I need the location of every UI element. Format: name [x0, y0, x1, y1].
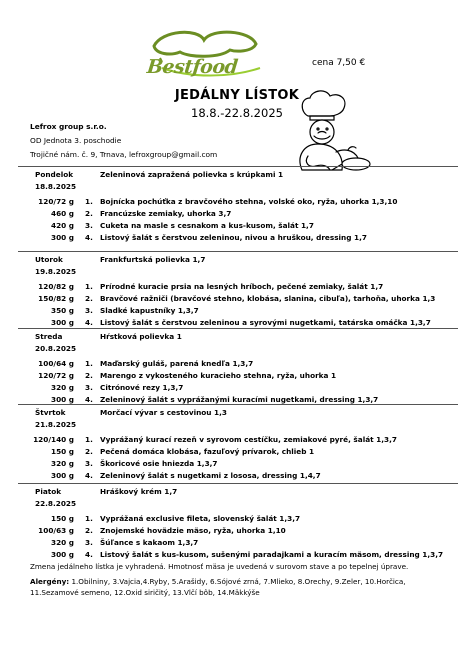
menu-item	[18, 435, 458, 447]
item-dish: Listový šalát s kus-kusom, sušenými paradajkami a kuracím mäsom, dressing 1,3,7	[100, 550, 444, 559]
logo-text: Bestfood	[145, 56, 239, 78]
item-number: 2.	[85, 371, 93, 380]
day-date: 22.8.2025	[35, 499, 77, 508]
item-dish: Listový šalát s čerstvou zeleninou, nivou a hruškou, dressing 1,7	[100, 233, 367, 242]
day-block	[18, 328, 458, 404]
item-dish: Listový šalát s čerstvou zeleninou a syrovými nugetkami, tatárska omáčka 1,3,7	[100, 318, 431, 327]
item-number: 1.	[85, 197, 93, 206]
item-weight: 320 g	[51, 538, 74, 547]
item-number: 3.	[85, 538, 93, 547]
day-date: 19.8.2025	[35, 267, 77, 276]
day-name: Štvrtok	[35, 408, 66, 417]
allergens-label: Alergény:	[30, 577, 70, 586]
day-block	[18, 483, 458, 559]
soup-of-day: Zeleninová zapražená polievka s krúpkami 1	[100, 170, 284, 179]
soup-of-day: Morčací vývar s cestovinou 1,3	[100, 408, 227, 417]
menu-item	[18, 221, 458, 233]
item-weight: 320 g	[51, 459, 74, 468]
item-number: 4.	[85, 318, 93, 327]
item-dish: Znojemské hovädzie mäso, ryža, uhorka 1,10	[100, 526, 286, 535]
soup-of-day: Hráškový krém 1,7	[100, 487, 178, 496]
menu-item	[18, 514, 458, 526]
item-number: 2.	[85, 294, 93, 303]
item-weight: 300 g	[51, 233, 74, 242]
soup-of-day: Frankfurtská polievka 1,7	[100, 255, 206, 264]
menu-item	[18, 294, 458, 306]
day-date: 21.8.2025	[35, 420, 77, 429]
menu-item	[18, 526, 458, 538]
item-dish: Prírodné kuracie prsia na lesných hríboch, pečené zemiaky, šalát 1,7	[100, 282, 384, 291]
day-date: 20.8.2025	[35, 344, 77, 353]
item-number: 2.	[85, 209, 93, 218]
day-block	[18, 251, 458, 327]
item-number: 2.	[85, 526, 93, 535]
allergens-list: 1.Obilniny, 3.Vajcia,4.Ryby, 5.Arašidy, 6.Sójové zrná, 7.Mlieko, 8.Orechy, 9.Zeler, 10.Horčica, 11.Sezamové semeno, 12.Oxid siričitý, 13.Vlčí bôb, 14.Mäkkýše	[30, 577, 406, 597]
item-weight: 120/72 g	[38, 197, 74, 206]
menu-item	[18, 447, 458, 459]
day-name: Piatok	[35, 487, 62, 496]
menu-item	[18, 282, 458, 294]
menu-item	[18, 233, 458, 245]
item-weight: 350 g	[51, 306, 74, 315]
item-weight: 300 g	[51, 318, 74, 327]
item-number: 4.	[85, 471, 93, 480]
menu-item	[18, 371, 458, 383]
allergen-legend	[30, 576, 450, 598]
company-name: Lefrox group s.r.o.	[30, 122, 107, 131]
company-address-line2: Trojičné nám. č. 9, Trnava, lefroxgroup@gmail.com	[30, 150, 218, 159]
day-block	[18, 166, 458, 242]
item-number: 3.	[85, 459, 93, 468]
item-number: 1.	[85, 514, 93, 523]
item-dish: Francúzske zemiaky, uhorka 3,7	[100, 209, 232, 218]
item-dish: Vyprážaný kurací rezeň v syrovom cestíčku, zemiakové pyré, šalát 1,3,7	[100, 435, 397, 444]
item-number: 4.	[85, 550, 93, 559]
item-number: 1.	[85, 435, 93, 444]
menu-item	[18, 383, 458, 395]
item-number: 3.	[85, 306, 93, 315]
item-dish: Maďarský guláš, parená knedľa 1,3,7	[100, 359, 254, 368]
item-dish: Zeleninový šalát s vyprážanými kuracími nugetkami, dressing 1,3,7	[100, 395, 379, 404]
item-dish: Bojnícka pochúťka z bravčového stehna, volské oko, ryža, uhorka 1,3,10	[100, 197, 398, 206]
item-number: 1.	[85, 359, 93, 368]
chef-illustration	[278, 86, 373, 178]
item-dish: Zeleninový šalát s nugetkami z lososa, dressing 1,4,7	[100, 471, 321, 480]
menu-item	[18, 306, 458, 318]
menu-item	[18, 550, 458, 562]
item-weight: 150/82 g	[38, 294, 74, 303]
item-weight: 120/72 g	[38, 371, 74, 380]
item-number: 3.	[85, 383, 93, 392]
item-dish: Sladké kapustníky 1,3,7	[100, 306, 199, 315]
price-label: cena 7,50 €	[312, 58, 366, 68]
item-weight: 420 g	[51, 221, 74, 230]
day-name: Streda	[35, 332, 63, 341]
menu-item	[18, 459, 458, 471]
day-block	[18, 404, 458, 480]
item-weight: 150 g	[51, 447, 74, 456]
menu-item	[18, 538, 458, 550]
item-dish: Škoricové osie hniezda 1,3,7	[100, 459, 218, 468]
item-dish: Šúľance s kakaom 1,3,7	[100, 538, 199, 547]
item-dish: Marengo z vykosteného kuracieho stehna, ryža, uhorka 1	[100, 371, 337, 380]
company-address-line1: OD Jednota 3. poschodie	[30, 136, 122, 145]
day-date: 18.8.2025	[35, 182, 77, 191]
item-weight: 100/64 g	[38, 359, 74, 368]
item-dish: Bravčové ražniči (bravčové stehno, klobása, slanina, cibuľa), tarhoňa, uhorka 1,3	[100, 294, 436, 303]
item-weight: 320 g	[51, 383, 74, 392]
item-weight: 120/82 g	[38, 282, 74, 291]
item-weight: 120/140 g	[33, 435, 74, 444]
menu-item	[18, 395, 458, 407]
item-weight: 460 g	[51, 209, 74, 218]
item-weight: 300 g	[51, 471, 74, 480]
page-title: JEDÁLNY LÍSTOK	[174, 88, 300, 103]
item-number: 4.	[85, 233, 93, 242]
item-weight: 300 g	[51, 395, 74, 404]
item-weight: 100/63 g	[38, 526, 74, 535]
item-number: 2.	[85, 447, 93, 456]
footer-note: Zmena jedálneho lístka je vyhradená. Hmotnosť mäsa je uvedená v surovom stave a po tepelnej úprave.	[30, 562, 409, 571]
day-name: Utorok	[35, 255, 63, 264]
item-dish: Citrónové rezy 1,3,7	[100, 383, 184, 392]
item-number: 4.	[85, 395, 93, 404]
item-dish: Cuketa na masle s cesnakom a kus-kusom, šalát 1,7	[100, 221, 314, 230]
item-weight: 300 g	[51, 550, 74, 559]
item-number: 1.	[85, 282, 93, 291]
menu-item	[18, 359, 458, 371]
date-range: 18.8.-22.8.2025	[191, 106, 283, 120]
soup-of-day: Hŕstková polievka 1	[100, 332, 182, 341]
day-name: Pondelok	[35, 170, 74, 179]
item-number: 3.	[85, 221, 93, 230]
menu-item	[18, 197, 458, 209]
item-dish: Pečená domáca klobása, fazuľový prívarok, chlieb 1	[100, 447, 315, 456]
menu-item	[18, 471, 458, 483]
menu-item	[18, 209, 458, 221]
item-dish: Vyprážaná exclusive fileta, slovenský šalát 1,3,7	[100, 514, 301, 523]
item-weight: 150 g	[51, 514, 74, 523]
